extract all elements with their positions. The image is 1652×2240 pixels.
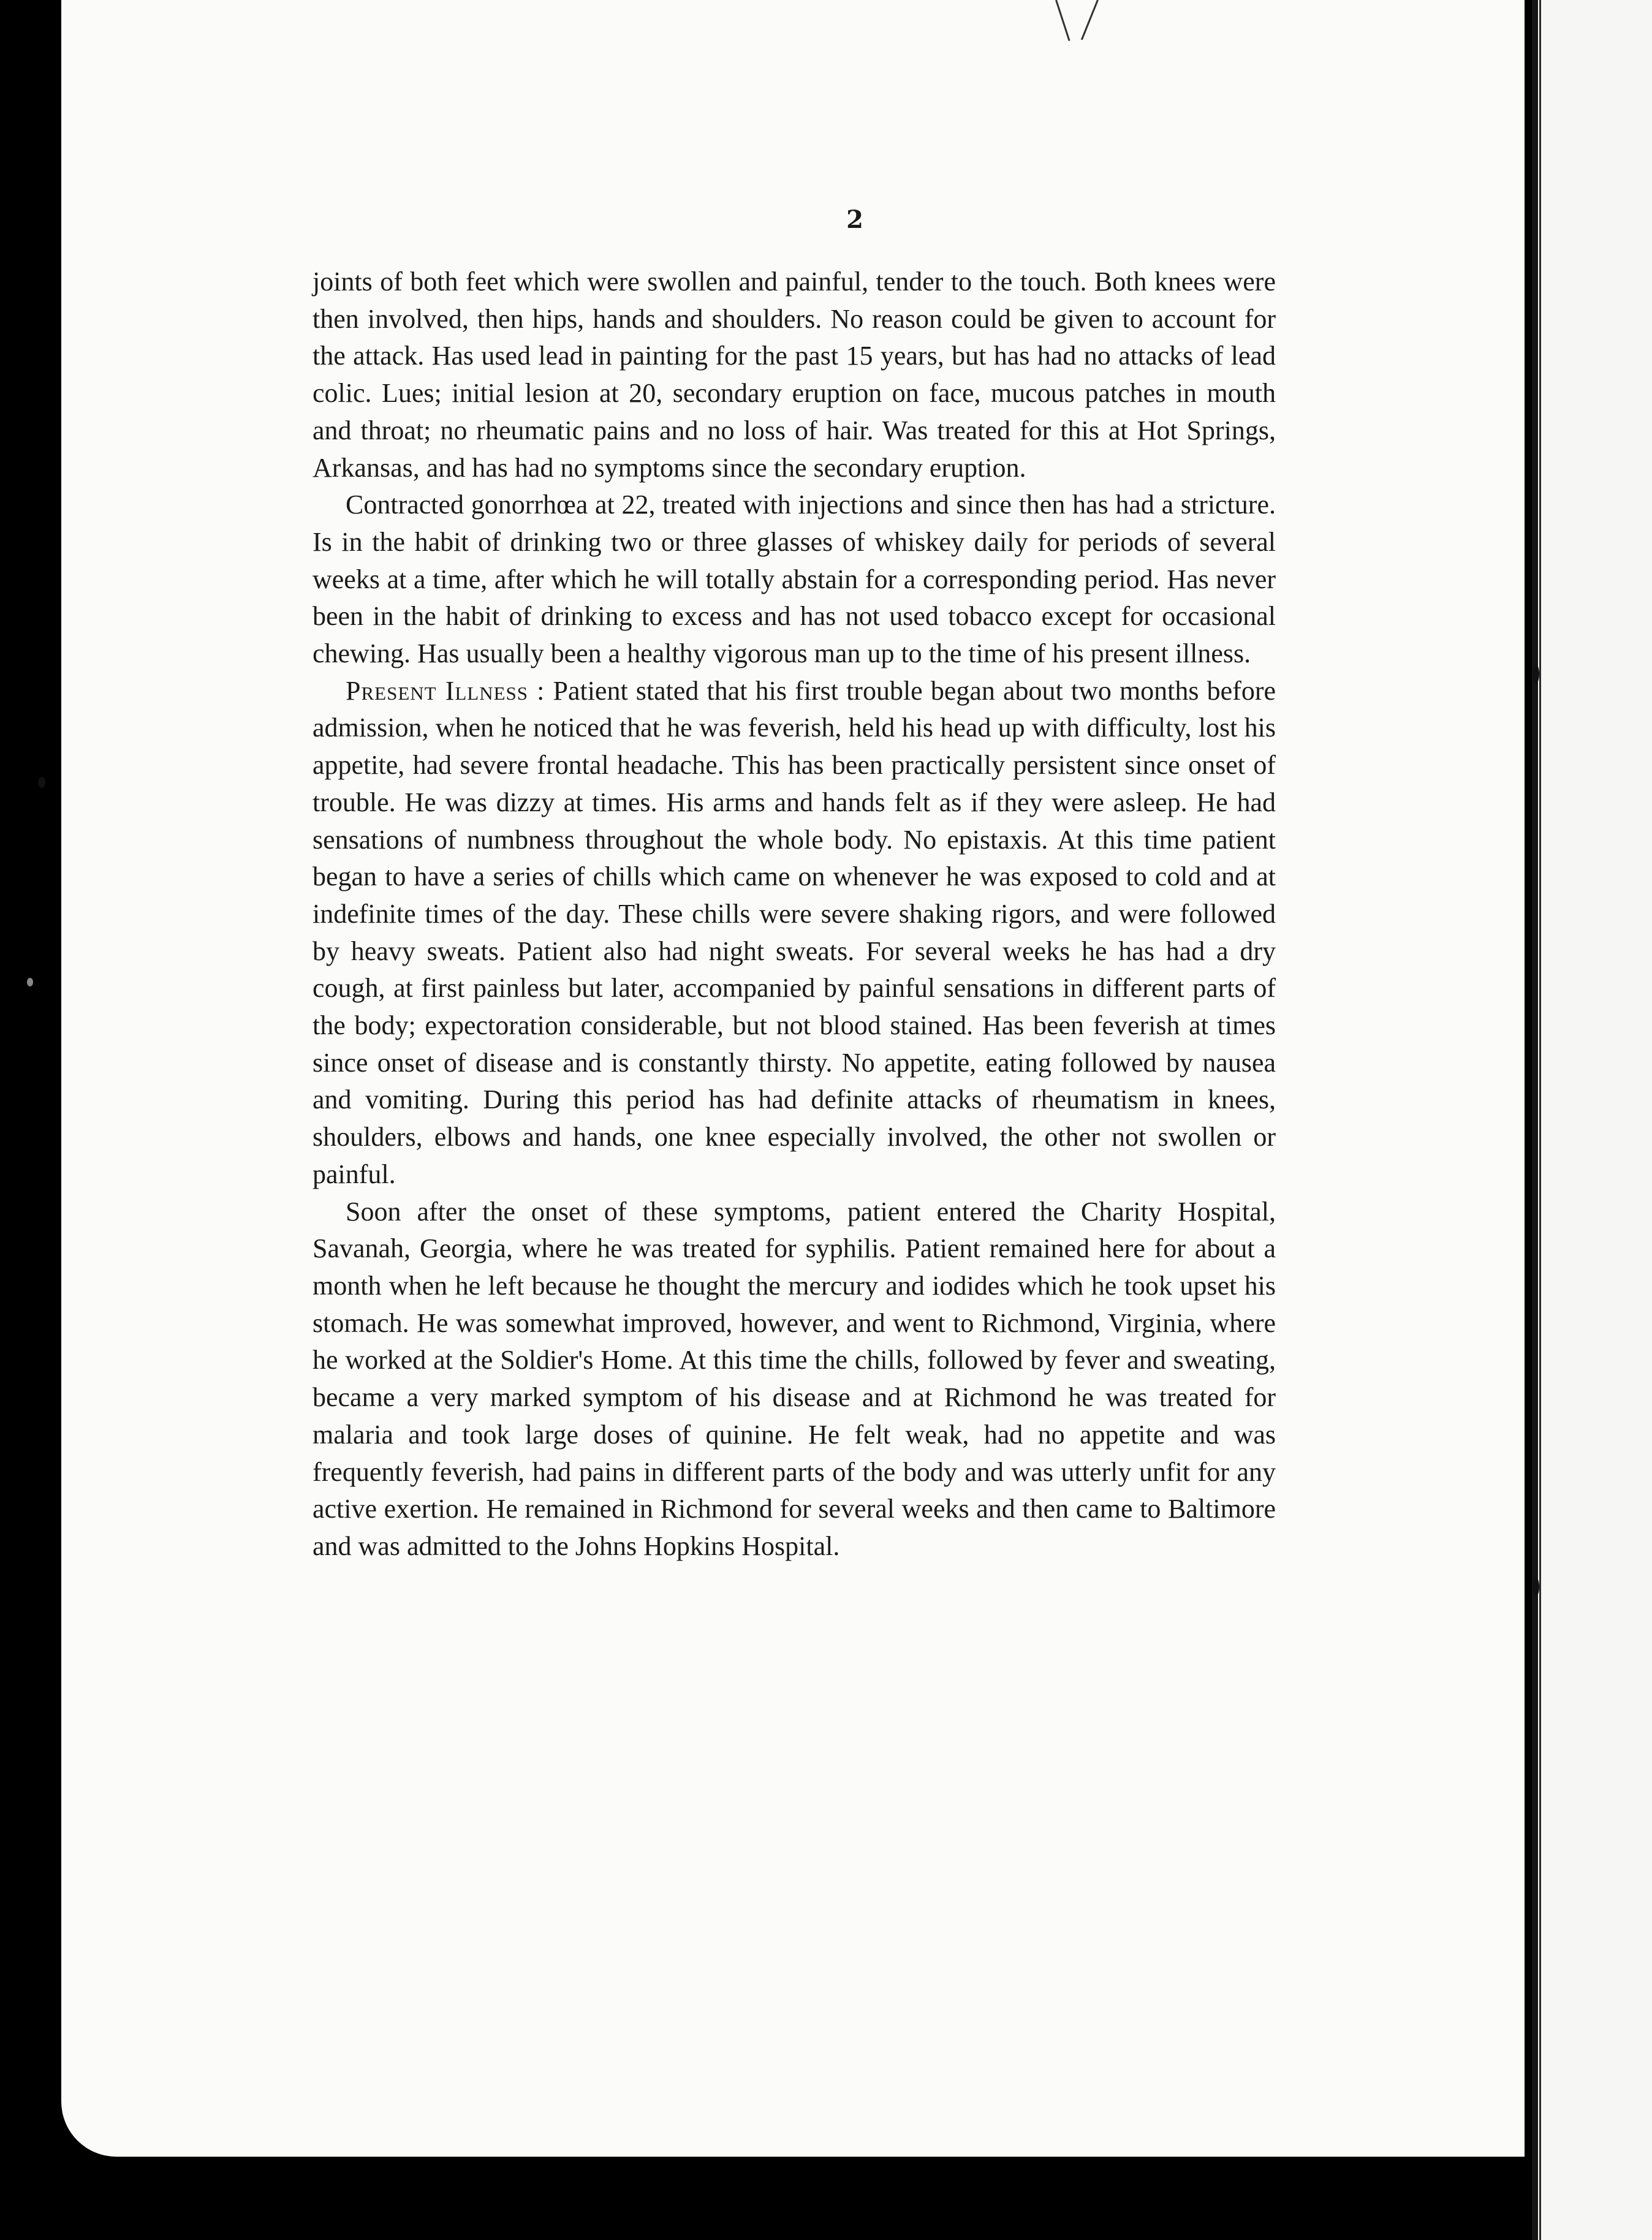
adjacent-page-edge xyxy=(1532,0,1652,2240)
paragraph-3-text: Patient stated that his first trouble began about two months before admission, when he noticed that he was feverish, held his head up with difficulty, lost his appetite, had severe frontal headache. This has been practically persistent since onset of trouble. He was dizzy at times. His arms and hands felt as if they were asleep. He had sensations of numbness throughout the whole body. No epistaxis. At this time patient began to have a series of chills which came on whenever he was exposed to cold and at indefinite times of the day. These chills were severe shaking rigors, and were followed by heavy sweats. Patient also had night sweats. For several weeks he has had a dry cough, at first painless but later, accompanied by painful sensations in different parts of the body; expectoration considerable, but not blood stained. Has been feverish at times since onset of disease and is constantly thirsty. No appetite, eating followed by nausea and vomiting. During this period has had definite attacks of rheumatism in knees, shoulders, elbows and hands, one knee especially involved, the other not swollen or painful. xyxy=(313,675,1276,1189)
margin-speck xyxy=(1533,1578,1539,1596)
body-text xyxy=(313,263,1276,1565)
paragraph-3 xyxy=(313,673,1276,1194)
section-heading-present-illness: Present Illness : xyxy=(346,675,545,706)
margin-speck xyxy=(1533,665,1539,683)
margin-speck xyxy=(38,777,45,788)
page-number: 2 xyxy=(846,205,863,234)
gutter-line xyxy=(1539,0,1541,2240)
paragraph-1: joints of both feet which were swollen and painful, tender to the touch. Both knees were then involved, then hips, hands and shoulders. No reason could be given to account for the attack. Has used lead in painting for the past 15 years, but has had no attacks of lead colic. Lues; initial lesion at 20, secondary eruption on face, mucous patches in mouth and throat; no rheumatic pains and no loss of hair. Was treated for this at Hot Springs, Arkansas, and has had no symptoms since the secondary eruption. xyxy=(313,267,1276,483)
paragraph-4: Soon after the onset of these symptoms, patient entered the Charity Hospital, Savanah, Georgia, where he was treated for syphilis. Patient remained here for about a month when he left because he thought the mercury and iodides which he took upset his stomach. He was somewhat improved, however, and went to Richmond, Virginia, where he worked at the Soldier's Home. At this time the chills, followed by fever and sweating, became a very marked symptom of his disease and at Richmond he was treated for malaria and took large doses of quinine. He felt weak, had no appetite and was frequently feverish, had pains in different parts of the body and was utterly unfit for any active exertion. He remained in Richmond for several weeks and then came to Baltimore and was admitted to the Johns Hopkins Hospital. xyxy=(313,1196,1276,1561)
margin-speck xyxy=(27,978,33,986)
paragraph-2: Contracted gonorrhœa at 22, treated with injections and since then has had a stricture. Is in the habit of drinking two or three glasses of whiskey daily for periods of several weeks at a time, after which he will totally abstain for a corresponding period. Has never been in the habit of drinking to excess and has not used tobacco except for occasional chewing. Has usually been a healthy vigorous man up to the time of his present illness. xyxy=(313,490,1276,669)
